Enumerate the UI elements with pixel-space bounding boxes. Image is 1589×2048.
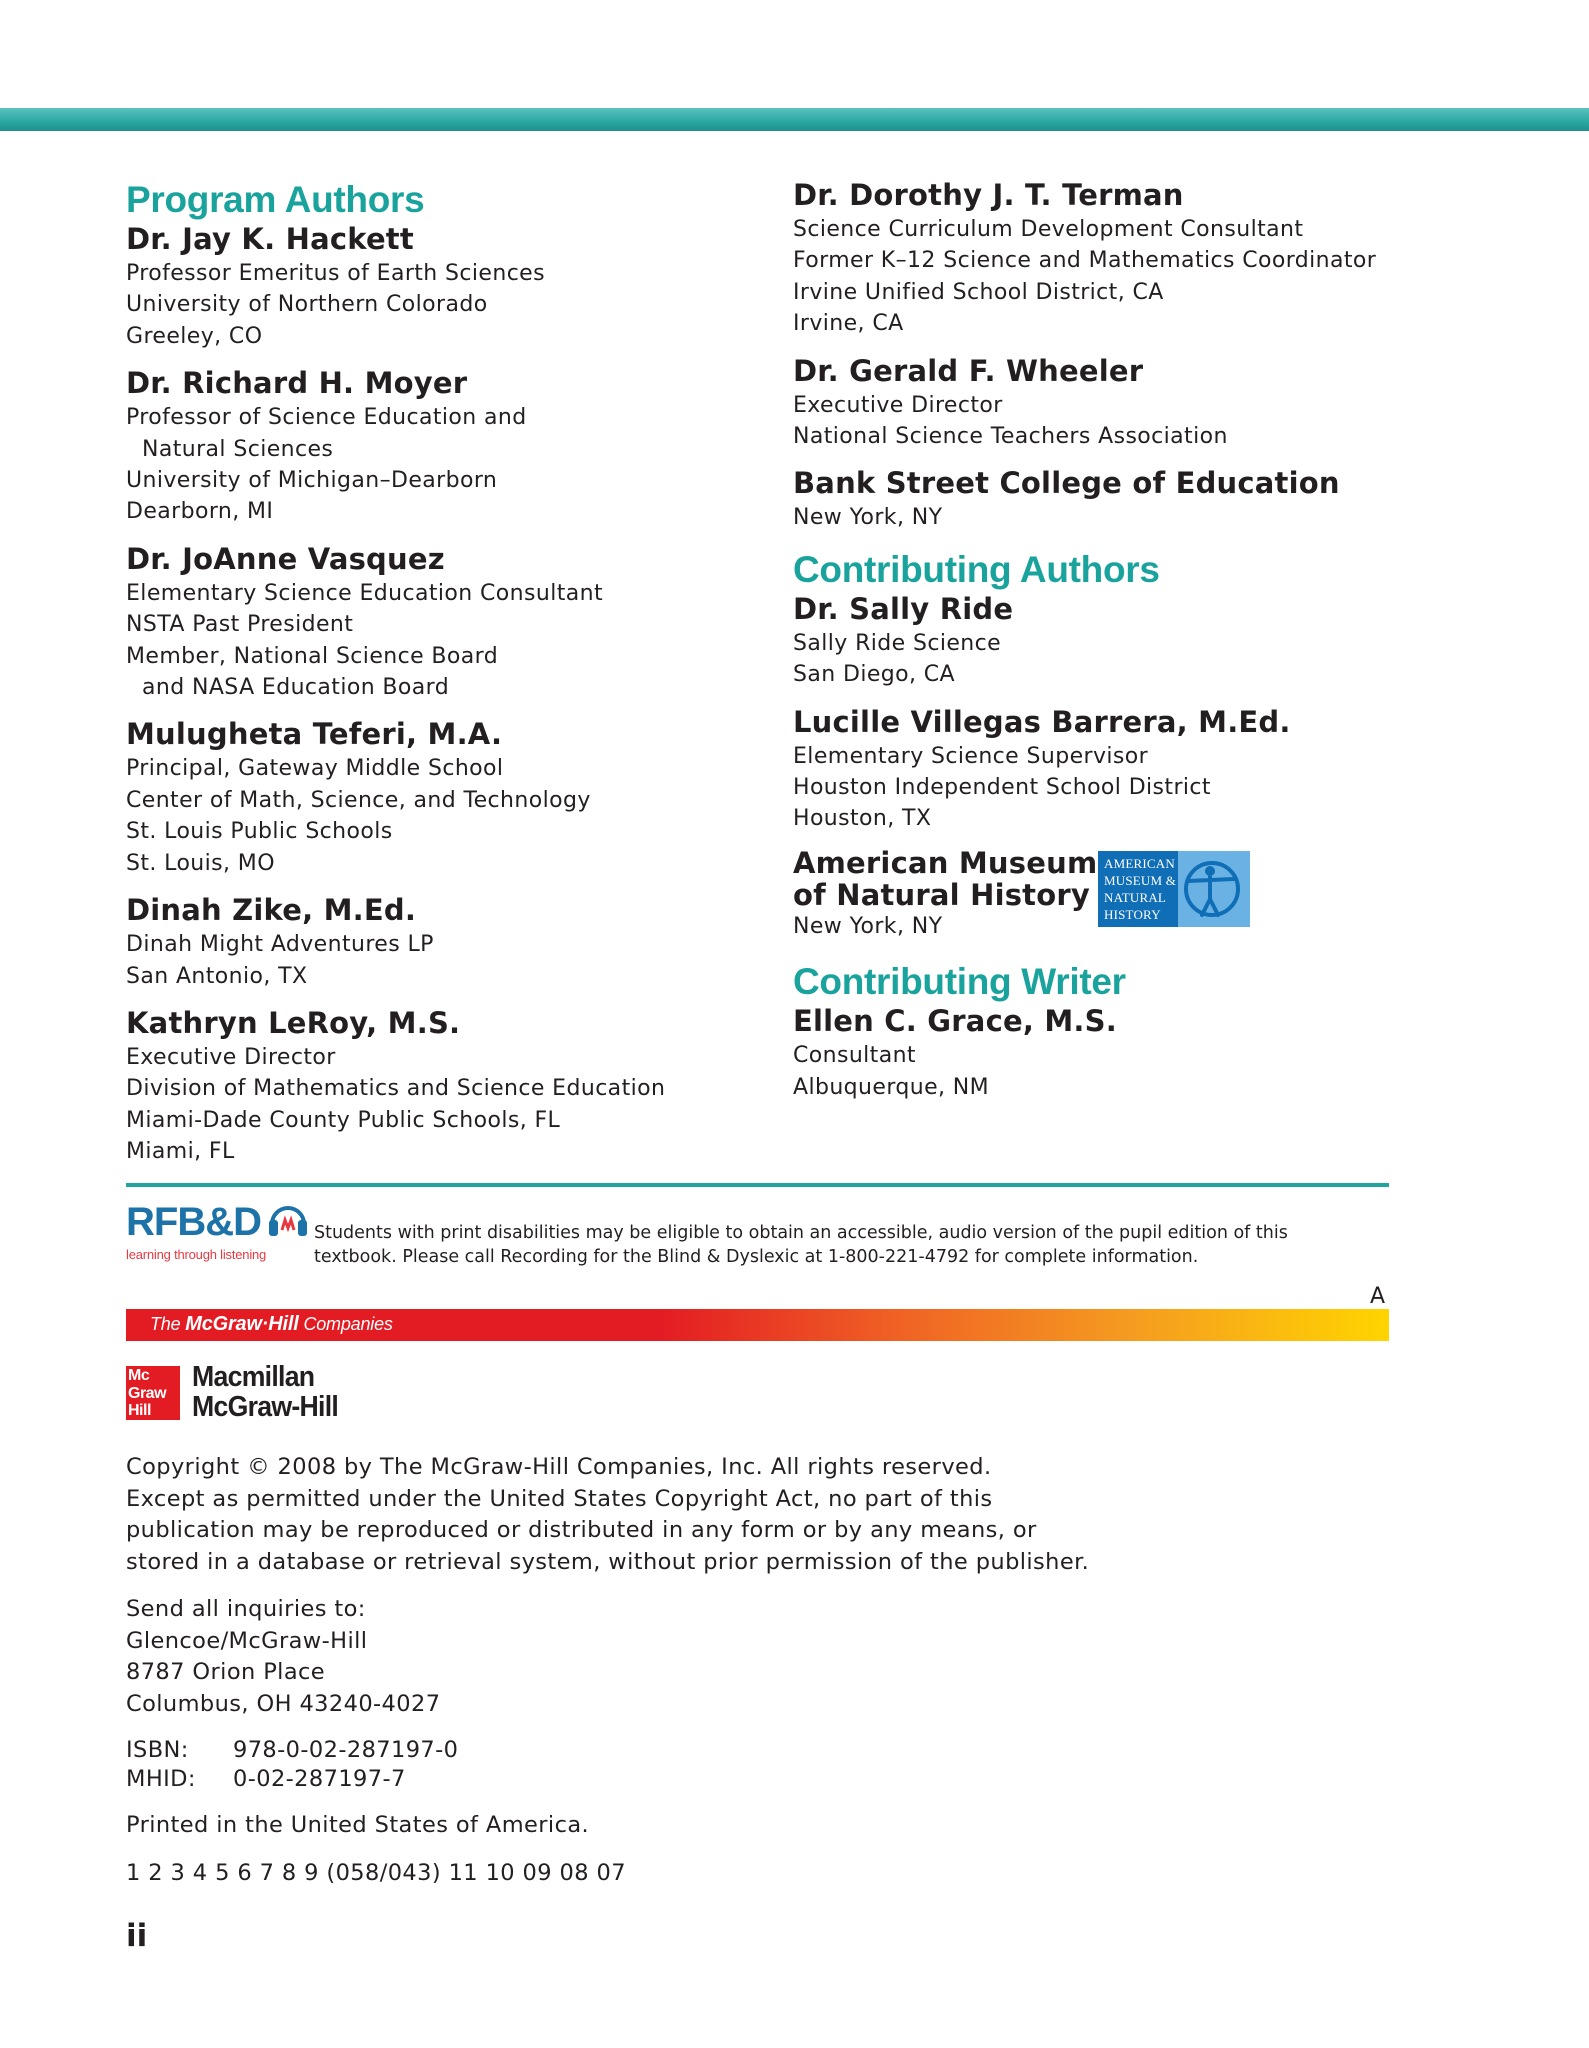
mcgraw-hill-logo-mark (126, 1366, 180, 1420)
mhid-row (126, 1765, 1276, 1794)
section-divider (126, 1183, 1389, 1187)
author-detail: Center of Math, Science, and Technology (126, 787, 591, 813)
amnh-logo-line: AMERICAN (1104, 855, 1175, 871)
author-entry (126, 715, 746, 879)
author-detail: NSTA Past President (126, 612, 354, 638)
rfbd-wordmark: RFB&D (126, 1200, 261, 1244)
isbn-value: 978-0-02-287197-0 (233, 1737, 459, 1763)
author-detail: Executive Director (793, 392, 1003, 418)
author-entry (126, 220, 746, 352)
author-entry (793, 176, 1473, 340)
address-line: Send all inquiries to: (126, 1596, 366, 1622)
inquiries-address (126, 1594, 1276, 1720)
author-detail: Member, National Science Board (126, 643, 499, 669)
author-name: Dinah Zike, M.Ed. (126, 893, 417, 928)
author-entry (793, 464, 1473, 533)
copyright-block (126, 1452, 1276, 1905)
author-detail: Dearborn, MI (126, 499, 274, 525)
author-detail: Sally Ride Science (793, 630, 1002, 656)
identifiers (126, 1736, 1276, 1794)
author-entry (793, 1002, 1473, 1103)
printed-line: Printed in the United States of America. (126, 1812, 590, 1838)
author-name: Dr. JoAnne Vasquez (126, 541, 445, 576)
accessibility-note: Students with print disabilities may be eligible to obtain an accessible, audio version of the pupil edition of this textbook. Please call Recording for the Blind & Dyslexic at 1-800-221-4792 for complete information. (314, 1223, 1288, 1267)
top-teal-bar (0, 108, 1589, 131)
amnh-text (793, 847, 1098, 942)
author-detail: San Diego, CA (793, 662, 955, 688)
logo-mark-line: Mc (128, 1367, 150, 1384)
author-name: Mulugheta Teferi, M.A. (126, 717, 503, 752)
author-detail: Executive Director (126, 1044, 336, 1070)
publisher-name-line: Macmillan (192, 1361, 315, 1393)
author-name: Dr. Sally Ride (793, 591, 1014, 626)
left-column (126, 180, 746, 1180)
author-detail: St. Louis Public Schools (126, 819, 393, 845)
isbn-label: ISBN: (126, 1737, 189, 1763)
author-detail: Elementary Science Supervisor (793, 743, 1149, 769)
author-detail: Dinah Might Adventures LP (126, 932, 434, 958)
copyright-notice (126, 1452, 1276, 1578)
copyright-line: publication may be reproduced or distributed in any form or by any means, or (126, 1517, 1037, 1543)
author-detail: Miami, FL (126, 1139, 235, 1165)
author-name: Kathryn LeRoy, M.S. (126, 1005, 461, 1040)
author-name: Dr. Jay K. Hackett (126, 222, 414, 256)
amnh-location: New York, NY (793, 913, 943, 939)
mhid-value: 0-02-287197-7 (233, 1766, 406, 1792)
author-detail: Houston, TX (793, 806, 932, 832)
mhid-label: MHID: (126, 1766, 196, 1792)
author-detail: University of Northern Colorado (126, 292, 488, 318)
logo-mark-line: Hill (128, 1402, 151, 1419)
author-detail: St. Louis, MO (126, 850, 275, 876)
author-name: Dr. Gerald F. Wheeler (793, 353, 1144, 388)
author-name: Lucille Villegas Barrera, M.Ed. (793, 704, 1291, 739)
author-detail: Irvine Unified School District, CA (793, 279, 1164, 305)
print-run-line: 1 2 3 4 5 6 7 8 9 (058/043) 11 10 09 08 07 (126, 1859, 626, 1886)
author-detail: Consultant (793, 1043, 916, 1069)
author-detail: Miami-Dade County Public Schools, FL (126, 1107, 561, 1133)
address-line: 8787 Orion Place (126, 1659, 326, 1685)
publisher-name-line: McGraw-Hill (192, 1391, 339, 1423)
author-detail: Natural Sciences (142, 436, 334, 462)
author-entry (126, 891, 746, 992)
amnh-logo (1098, 851, 1250, 927)
program-authors-heading: Program Authors (126, 179, 425, 220)
author-detail: Professor Emeritus of Earth Sciences (126, 261, 545, 286)
banner-suffix: Companies (303, 1314, 393, 1334)
author-entry (126, 540, 746, 704)
author-detail: Division of Mathematics and Science Education (126, 1076, 666, 1102)
logo-mark-line: Graw (128, 1384, 167, 1402)
right-column (793, 176, 1473, 1115)
author-detail: University of Michigan–Dearborn (126, 468, 498, 494)
copyright-line: Except as permitted under the United States Copyright Act, no part of this (126, 1485, 993, 1512)
author-entry (793, 590, 1473, 691)
mcgraw-hill-banner (126, 1309, 1389, 1341)
author-detail: Principal, Gateway Middle School (126, 756, 504, 782)
author-detail: National Science Teachers Association (793, 424, 1228, 450)
author-detail: Former K–12 Science and Mathematics Coordinator (793, 248, 1377, 274)
author-detail: Elementary Science Education Consultant (126, 580, 603, 606)
amnh-logo-text (1098, 851, 1178, 927)
author-detail: New York, NY (793, 505, 943, 531)
printed-notice (126, 1810, 1276, 1842)
author-entry (126, 364, 746, 528)
amnh-logo-line: HISTORY (1104, 906, 1161, 922)
banner-prefix: The (150, 1314, 181, 1334)
author-detail: Albuquerque, NM (793, 1074, 990, 1100)
rfbd-logo (126, 1196, 316, 1266)
author-name: Bank Street College of Education (793, 466, 1340, 501)
banner-text (150, 1313, 393, 1336)
amnh-logo-line: NATURAL (1104, 889, 1167, 905)
rfbd-tagline: learning through listening (126, 1247, 267, 1262)
author-detail: Science Curriculum Development Consultant (793, 217, 1304, 242)
contributing-writer-heading: Contributing Writer (793, 961, 1126, 1003)
vitruvian-figure-icon (1178, 855, 1246, 923)
edition-letter: A (1370, 1284, 1386, 1309)
address-line: Glencoe/McGraw-Hill (126, 1627, 368, 1654)
author-entry (126, 1004, 746, 1168)
amnh-logo-line: MUSEUM & (1104, 872, 1177, 888)
address-line: Columbus, OH 43240-4027 (126, 1690, 441, 1717)
author-detail: Irvine, CA (793, 311, 904, 337)
amnh-name: American Museum (793, 845, 1098, 880)
copyright-line: stored in a database or retrieval system, without prior permission of the publisher. (126, 1548, 1090, 1575)
page-number: ii (126, 1918, 148, 1954)
author-detail: Professor of Science Education and (126, 405, 527, 431)
banner-brand: McGraw·Hill (185, 1313, 299, 1335)
headphones-icon (266, 1196, 310, 1240)
author-name: Ellen C. Grace, M.S. (793, 1004, 1117, 1039)
amnh-entry (793, 847, 1473, 942)
print-run (126, 1858, 1276, 1890)
author-entry (793, 703, 1473, 835)
author-detail: Houston Independent School District (793, 775, 1211, 801)
author-entry (793, 352, 1473, 453)
author-detail: and NASA Education Board (142, 675, 450, 701)
author-name: Dr. Dorothy J. T. Terman (793, 178, 1184, 212)
isbn-row (126, 1736, 1276, 1765)
contributing-authors-heading: Contributing Authors (793, 548, 1160, 590)
amnh-name: of Natural History (793, 877, 1090, 912)
author-name: Dr. Richard H. Moyer (126, 366, 468, 401)
publisher-name (192, 1362, 338, 1422)
author-detail: Greeley, CO (126, 323, 263, 349)
copyright-line: Copyright © 2008 by The McGraw-Hill Companies, Inc. All rights reserved. (126, 1454, 992, 1480)
author-detail: San Antonio, TX (126, 963, 308, 989)
